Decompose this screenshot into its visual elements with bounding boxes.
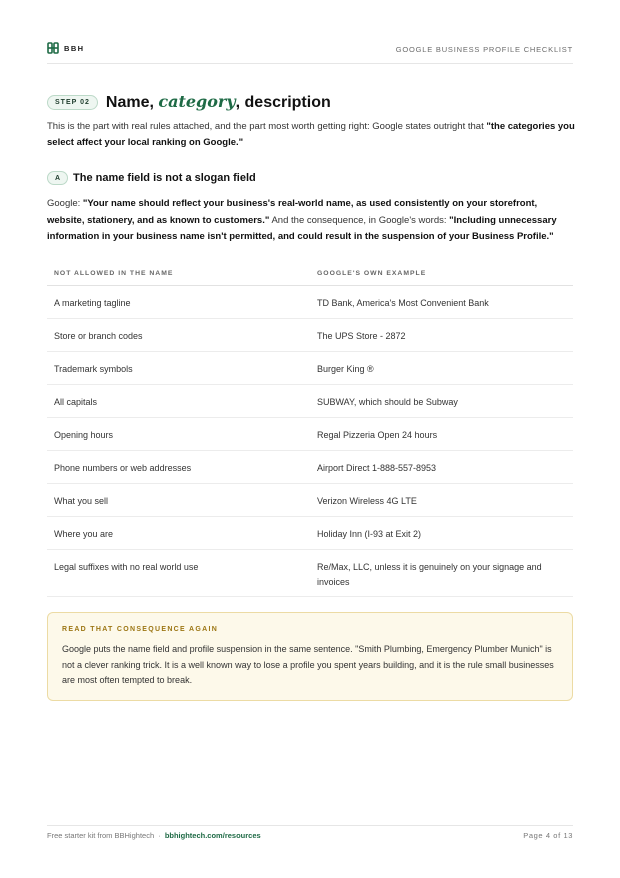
table-cell: A marketing tagline [54,298,131,308]
page-number: Page 4 of 13 [523,831,573,840]
quote-lead: Google: [47,198,83,209]
quote-2: "Including unnecessary information in your business name isn't permitted, and could result in the suspension of your Business Profile." [47,214,557,242]
step-title-em: category [158,92,236,111]
page-footer [47,825,573,845]
table-row [47,418,573,451]
consequence-callout [47,612,573,701]
quote-1: "Your name should reflect your business's real-world name, as used consistently on your storefront, website, stationery, and as known to customers." [47,198,538,226]
table-cell: The UPS Store - 2872 [317,331,406,341]
intro-paragraph [47,119,577,151]
footer-separator: · [158,831,161,840]
table-cell: SUBWAY, which should be Subway [317,397,458,407]
table-header-not-allowed: NOT ALLOWED IN THE NAME [54,270,174,277]
section-a-heading [47,171,256,185]
table-cell: Opening hours [54,430,114,440]
step-title [106,92,331,112]
table-cell: Regal Pizzeria Open 24 hours [317,430,438,440]
table-cell: All capitals [54,397,98,407]
footer-credit [47,831,261,840]
intro-text: This is the part with real rules attached, and the part most worth getting right: Google states outright that [47,121,487,132]
google-quote-paragraph [47,196,575,246]
table-header [47,262,573,286]
section-a-badge: A [47,171,68,185]
table-row [47,319,573,352]
table-cell: Re/Max, LLC, unless it is genuinely on your signage and invoices [317,562,542,587]
table-cell: Airport Direct 1-888-557-8953 [317,463,437,473]
table-cell: TD Bank, America's Most Convenient Bank [317,298,489,308]
step-badge: STEP 02 [47,95,98,110]
table-row [47,484,573,517]
brand [47,42,84,54]
step-heading [47,92,331,112]
step-title-post: , description [235,94,331,111]
table-row [47,352,573,385]
table-cell: Burger King ® [317,364,374,374]
table-row [47,550,573,597]
table-cell: Holiday Inn (I-93 at Exit 2) [317,529,422,539]
table-row [47,517,573,550]
quote-middle: And the consequence, in Google's words: [269,214,450,226]
table-header-example: GOOGLE'S OWN EXAMPLE [317,270,427,277]
callout-body: Google puts the name field and profile suspension in the same sentence. "Smith Plumbing, Emergency Plumber Munich" is not a clever ranking trick. It is a well known way to lose a profile you spent years building, and it is the rule small businesses are most often tempted to break. [62,644,554,685]
intro-bold: "the categories you select affect your local ranking on Google." [47,121,575,148]
table-cell: What you sell [54,496,109,506]
table-cell: Store or branch codes [54,331,143,341]
table-row [47,286,573,319]
callout-label: READ THAT CONSEQUENCE AGAIN [62,626,219,633]
name-rules-table [47,262,573,597]
footer-credit-text: Free starter kit from BBHightech [47,831,155,840]
bbh-logo-icon [47,42,59,54]
brand-name: BBH [64,43,85,53]
page-header [47,42,573,64]
footer-resources-link[interactable]: bbhightech.com/resources [164,831,261,840]
table-cell: Trademark symbols [54,364,133,374]
section-a-title: The name field is not a slogan field [73,172,256,184]
step-title-pre: Name, [105,94,159,111]
document-title: GOOGLE BUSINESS PROFILE CHECKLIST [395,45,573,54]
table-cell: Phone numbers or web addresses [54,463,192,473]
table-cell: Verizon Wireless 4G LTE [317,496,417,506]
table-row [47,451,573,484]
table-cell: Where you are [54,529,114,539]
table-cell: Legal suffixes with no real world use [54,562,199,572]
table-row [47,385,573,418]
